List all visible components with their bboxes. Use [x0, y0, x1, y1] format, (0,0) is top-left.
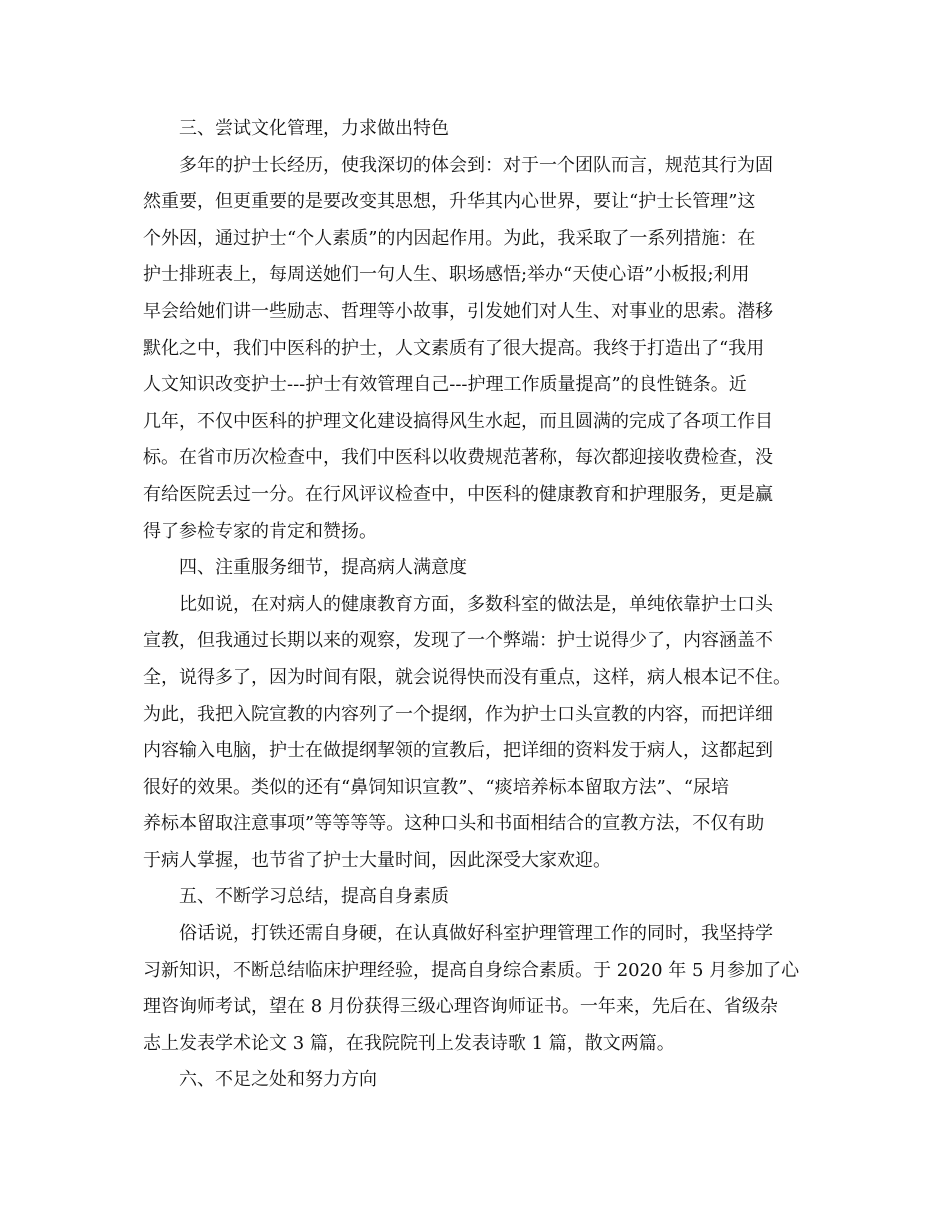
paragraph-line: 几年，不仅中医科的护理文化建设搞得风生水起，而且圆满的完成了各项工作目 [143, 410, 773, 432]
paragraph-line: 得了参检专家的肯定和赞扬。 [143, 520, 377, 542]
section-heading: 五、不断学习总结，提高自身素质 [179, 886, 449, 908]
paragraph-line: 养标本留取注意事项”等等等等。这种口头和书面相结合的宣教方法，不仅有助 [143, 813, 765, 835]
paragraph-line: 理咨询师考试，望在 8 月份获得三级心理咨询师证书。一年来，先后在、省级杂 [143, 996, 778, 1018]
paragraph-line: 人文知识改变护士---护士有效管理自己---护理工作质量提高”的良性链条。近 [143, 374, 747, 396]
paragraph-line: 标。在省市历次检查中，我们中医科以收费规范著称，每次都迎接收费检查，没 [143, 447, 773, 469]
paragraph-line: 很好的效果。类似的还有“鼻饲知识宣教”、“痰培养标本留取方法”、“尿培 [143, 776, 730, 798]
paragraph-line: 志上发表学术论文 3 篇，在我院院刊上发表诗歌 1 篇，散文两篇。 [143, 1032, 675, 1054]
section-heading: 四、注重服务细节，提高病人满意度 [179, 557, 467, 579]
paragraph-line: 多年的护士长经历，使我深切的体会到：对于一个团队而言，规范其行为固 [179, 154, 773, 176]
document-body [143, 111, 823, 1099]
paragraph-line: 为此，我把入院宣教的内容列了一个提纲，作为护士口头宣教的内容，而把详细 [143, 703, 773, 725]
paragraph-line: 默化之中，我们中医科的护士，人文素质有了很大提高。我终于打造出了“我用 [143, 337, 765, 359]
section-heading: 三、尝试文化管理，力求做出特色 [179, 118, 449, 139]
paragraph-line: 有给医院丢过一分。在行风评议检查中，中医科的健康教育和护理服务，更是赢 [143, 483, 773, 505]
paragraph-line: 于病人掌握，也节省了护士大量时间，因此深受大家欢迎。 [143, 849, 611, 871]
paragraph-line: 比如说，在对病人的健康教育方面，多数科室的做法是，单纯依靠护士口头 [179, 593, 773, 615]
paragraph-line: 内容输入电脑，护士在做提纲挈领的宣教后，把详细的资料发于病人，这都起到 [143, 740, 773, 762]
paragraph-line: 个外因，通过护士“个人素质”的内因起作用。为此，我采取了一系列措施：在 [143, 227, 756, 249]
section-heading: 六、不足之处和努力方向 [179, 1069, 377, 1091]
paragraph-line: 护士排班表上，每周送她们一句人生、职场感悟;举办“天使心语”小板报;利用 [143, 264, 750, 286]
paragraph-line: 宣教，但我通过长期以来的观察，发现了一个弊端：护士说得少了，内容涵盖不 [143, 630, 773, 652]
paragraph-line: 俗话说，打铁还需自身硬，在认真做好科室护理管理工作的同时，我坚持学 [179, 923, 773, 945]
paragraph-line: 然重要，但更重要的是要改变其思想，升华其内心世界，要让“护士长管理”这 [143, 191, 756, 213]
paragraph-line: 习新知识，不断总结临床护理经验，提高自身综合素质。于 2020 年 5 月参加了心 [143, 959, 800, 981]
paragraph-line: 全，说得多了，因为时间有限，就会说得快而没有重点，这样，病人根本记不住。 [143, 666, 791, 688]
paragraph-line: 早会给她们讲一些励志、哲理等小故事，引发她们对人生、对事业的思索。潜移 [143, 300, 773, 322]
